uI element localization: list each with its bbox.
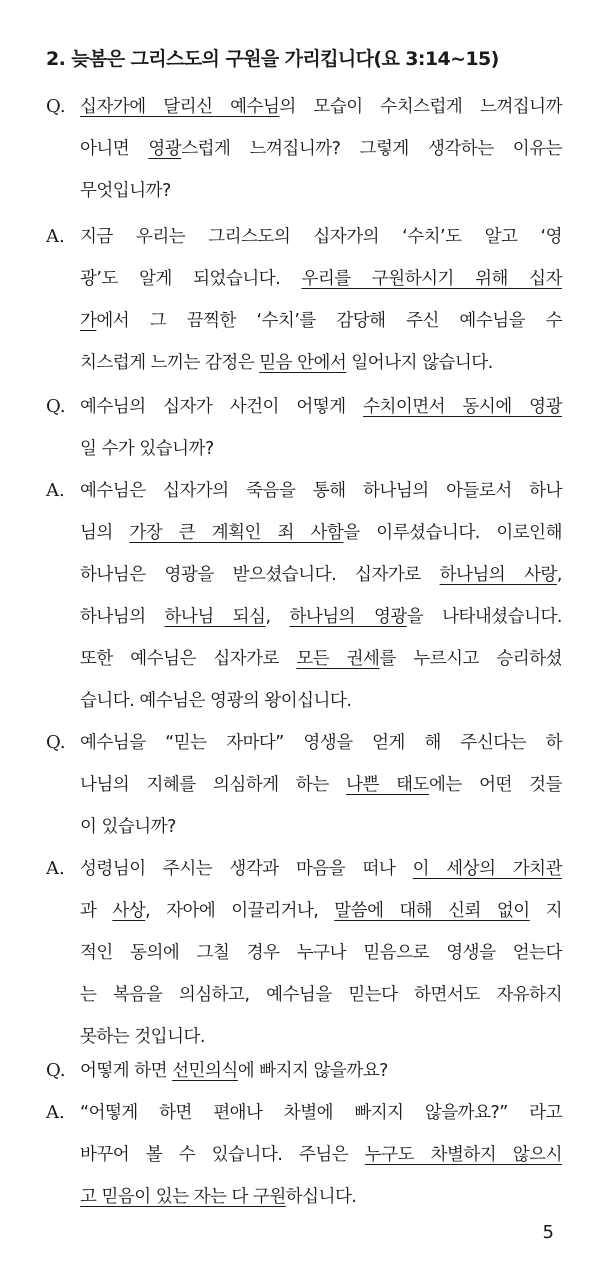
text-line (80, 216, 562, 258)
question-block (46, 386, 562, 470)
text-line (80, 554, 562, 596)
underlined-phrase: 십자가에 달리신 예수님 (80, 97, 280, 117)
underlined-phrase: 하나님 되심 (164, 607, 266, 627)
text-segment: “어떻게 하면 편애나 차별에 빠지지 않을까요?” 라고 (80, 1103, 562, 1123)
text-segment: 습니다. 예수님은 영광의 왕이십니다. (80, 691, 352, 711)
underlined-phrase: 우리를 구원하시기 위해 십자 (301, 269, 562, 289)
underlined-phrase: 이 세상의 가치관 (412, 859, 562, 879)
text-segment: , (265, 607, 290, 627)
text-segment: 에서 그 끔찍한 ‘수치’를 감당해 주신 예수님을 수 (96, 311, 562, 331)
answer-block (46, 1092, 562, 1218)
text-segment: 의 모습이 수치스럽게 느껴집니까 (279, 97, 562, 117)
text-line (80, 974, 562, 1016)
underlined-phrase: 사상 (112, 901, 146, 921)
text-line (80, 1092, 562, 1134)
underlined-phrase: 하나님의 사랑 (439, 565, 557, 585)
underlined-phrase: 모든 권세 (296, 649, 380, 669)
text-segment: 아니면 (80, 139, 149, 159)
section-heading: 2. 늦봄은 그리스도의 구원을 가리킵니다(요 3:14~15) (46, 48, 499, 70)
text-segment: 에 빠지지 않을까요? (237, 1061, 388, 1081)
text-line (80, 1176, 562, 1218)
text-segment: 나님의 지혜를 의심하게 하는 (80, 775, 347, 795)
text-segment: 바꾸어 볼 수 있습니다. 주님은 (80, 1145, 365, 1165)
underlined-phrase: 고 믿음이 있는 자는 다 구원 (80, 1187, 286, 1207)
text-segment: 광’도 알게 되었습니다. (80, 269, 302, 289)
text-line (80, 806, 562, 848)
text-line (80, 300, 562, 342)
text-line (80, 848, 562, 890)
text-segment: 일 수가 있습니까? (80, 439, 214, 459)
text-line (80, 1050, 562, 1092)
text-segment: 과 (80, 901, 113, 921)
text-segment: , (556, 565, 562, 585)
question-marker: Q. (46, 396, 66, 417)
text-line (80, 128, 562, 170)
text-line (80, 596, 562, 638)
underlined-phrase: 하나님의 영광 (289, 607, 407, 627)
question-marker: Q. (46, 96, 66, 117)
underlined-phrase: 나쁜 태도 (346, 775, 429, 795)
answer-block (46, 470, 562, 722)
underlined-phrase: 가장 큰 계획인 죄 사함 (129, 523, 344, 543)
text-segment: 하나님의 (80, 607, 165, 627)
text-segment: 를 누르시고 승리하셨 (379, 649, 562, 669)
text-segment: 하나님은 영광을 받으셨습니다. 십자가로 (80, 565, 440, 585)
text-segment: 또한 예수님은 십자가로 (80, 649, 297, 669)
answer-marker: A. (46, 226, 65, 247)
underlined-phrase: 선민의식 (172, 1061, 238, 1081)
underlined-phrase: 누구도 차별하지 않으시 (364, 1145, 562, 1165)
answer-block (46, 848, 562, 1058)
page-number: 5 (542, 1222, 554, 1243)
text-line (80, 638, 562, 680)
text-segment: 님의 (80, 523, 130, 543)
answer-block (46, 216, 562, 384)
answer-marker: A. (46, 1102, 65, 1123)
text-segment: 에는 어떤 것들 (428, 775, 562, 795)
text-line (80, 512, 562, 554)
underlined-phrase: 가 (80, 311, 97, 331)
text-segment: 을 나타내셨습니다. (406, 607, 562, 627)
text-line (80, 680, 562, 722)
text-segment: 적인 동의에 그칠 경우 누구나 믿음으로 영생을 얻는다 (80, 943, 562, 963)
underlined-phrase: 수치이면서 동시에 영광 (363, 397, 562, 417)
text-segment: , 자아에 이끌리거나, (145, 901, 335, 921)
question-block (46, 722, 562, 848)
text-segment: 예수님의 십자가 사건이 어떻게 (80, 397, 364, 417)
question-marker: Q. (46, 732, 66, 753)
text-line (80, 86, 562, 128)
question-block (46, 86, 562, 212)
text-line (80, 1134, 562, 1176)
text-line (80, 428, 562, 470)
text-segment: 지금 우리는 그리스도의 십자가의 ‘수치’도 알고 ‘영 (80, 227, 562, 247)
text-line (80, 470, 562, 512)
text-line (80, 722, 562, 764)
text-segment: 예수님은 십자가의 죽음을 통해 하나님의 아들로서 하나 (80, 481, 562, 501)
text-segment: 을 이루셨습니다. 이로인해 (343, 523, 562, 543)
text-segment: 예수님을 “믿는 자마다” 영생을 얻게 해 주신다는 하 (80, 733, 562, 753)
text-segment: 무엇입니까? (80, 181, 171, 201)
underlined-phrase: 믿음 안에서 (259, 353, 347, 373)
text-segment: 이 있습니까? (80, 817, 176, 837)
answer-marker: A. (46, 480, 65, 501)
text-segment: 치스럽게 느끼는 감정은 (80, 353, 260, 373)
text-line (80, 890, 562, 932)
underlined-phrase: 영광 (148, 139, 182, 159)
text-line (80, 386, 562, 428)
text-segment: 성령님이 주시는 생각과 마음을 떠나 (80, 859, 413, 879)
text-segment: 어떻게 하면 (80, 1061, 173, 1081)
text-line (80, 764, 562, 806)
text-segment: 스럽게 느껴집니까? 그렇게 생각하는 이유는 (181, 139, 563, 159)
answer-marker: A. (46, 858, 65, 879)
text-segment: 못하는 것입니다. (80, 1027, 205, 1047)
text-line (80, 342, 562, 384)
text-line (80, 170, 562, 212)
text-segment: 지 (529, 901, 562, 921)
question-block (46, 1050, 562, 1092)
text-segment: 하십니다. (285, 1187, 357, 1207)
question-marker: Q. (46, 1060, 66, 1081)
text-line (80, 932, 562, 974)
text-line (80, 258, 562, 300)
text-segment: 일어나지 않습니다. (346, 353, 493, 373)
underlined-phrase: 말씀에 대해 신뢰 없이 (334, 901, 530, 921)
text-segment: 는 복음을 의심하고, 예수님을 믿는다 하면서도 자유하지 (80, 985, 562, 1005)
